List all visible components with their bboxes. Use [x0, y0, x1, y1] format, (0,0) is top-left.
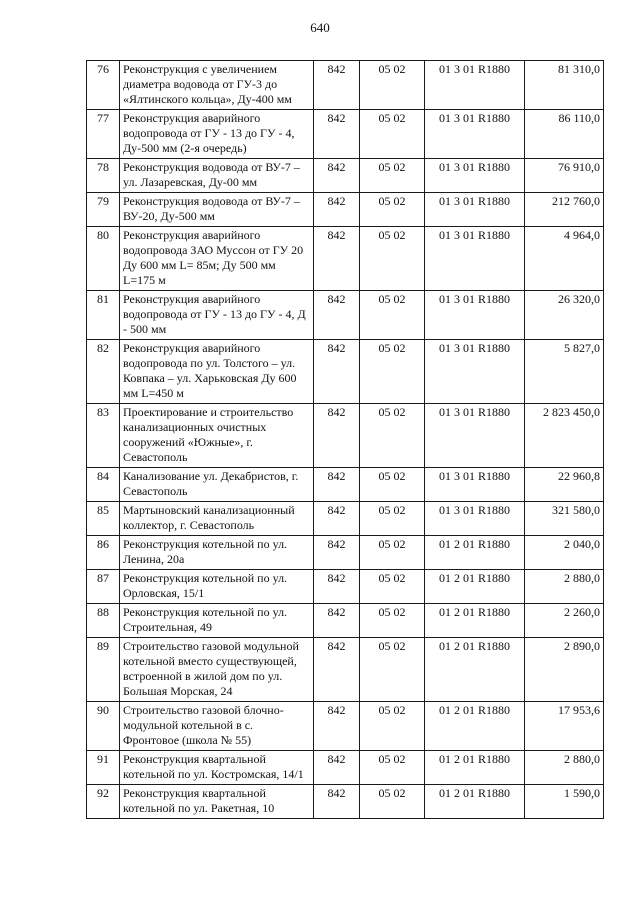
amount: 2 823 450,0 — [525, 404, 604, 468]
row-number: 84 — [87, 468, 120, 502]
object-name: Реконструкция с увеличением диаметра водовода от ГУ-3 до «Ялтинского кольца», Ду-400 мм — [120, 61, 314, 110]
section-code: 05 02 — [360, 291, 425, 340]
amount: 81 310,0 — [525, 61, 604, 110]
amount: 76 910,0 — [525, 159, 604, 193]
row-number: 87 — [87, 570, 120, 604]
target-article: 01 2 01 R1880 — [425, 570, 525, 604]
target-article: 01 2 01 R1880 — [425, 702, 525, 751]
row-number: 86 — [87, 536, 120, 570]
target-article: 01 3 01 R1880 — [425, 110, 525, 159]
amount: 4 964,0 — [525, 227, 604, 291]
target-article: 01 3 01 R1880 — [425, 502, 525, 536]
table-row — [87, 291, 604, 340]
table-row — [87, 502, 604, 536]
department-code: 842 — [314, 638, 360, 702]
target-article: 01 3 01 R1880 — [425, 227, 525, 291]
department-code: 842 — [314, 61, 360, 110]
department-code: 842 — [314, 159, 360, 193]
table-row — [87, 227, 604, 291]
section-code: 05 02 — [360, 702, 425, 751]
table-row — [87, 570, 604, 604]
section-code: 05 02 — [360, 193, 425, 227]
row-number: 78 — [87, 159, 120, 193]
department-code: 842 — [314, 404, 360, 468]
amount: 22 960,8 — [525, 468, 604, 502]
department-code: 842 — [314, 468, 360, 502]
department-code: 842 — [314, 570, 360, 604]
row-number: 89 — [87, 638, 120, 702]
department-code: 842 — [314, 227, 360, 291]
table-row — [87, 61, 604, 110]
section-code: 05 02 — [360, 785, 425, 819]
object-name: Реконструкция водовода от ВУ-7 – ул. Лазаревская, Ду-00 мм — [120, 159, 314, 193]
table-row — [87, 404, 604, 468]
table-row — [87, 110, 604, 159]
table-row — [87, 702, 604, 751]
amount: 17 953,6 — [525, 702, 604, 751]
object-name: Реконструкция квартальной котельной по ул. Костромская, 14/1 — [120, 751, 314, 785]
page-number: 640 — [310, 20, 330, 35]
table-row — [87, 536, 604, 570]
department-code: 842 — [314, 291, 360, 340]
object-name: Реконструкция аварийного водопровода ЗАО Муссон от ГУ 20 Ду 600 мм L= 85м; Ду 500 мм L=175 м — [120, 227, 314, 291]
table-row — [87, 638, 604, 702]
object-name: Реконструкция котельной по ул. Ленина, 20а — [120, 536, 314, 570]
row-number: 88 — [87, 604, 120, 638]
row-number: 82 — [87, 340, 120, 404]
department-code: 842 — [314, 751, 360, 785]
amount: 212 760,0 — [525, 193, 604, 227]
row-number: 79 — [87, 193, 120, 227]
amount: 26 320,0 — [525, 291, 604, 340]
target-article: 01 3 01 R1880 — [425, 193, 525, 227]
row-number: 77 — [87, 110, 120, 159]
target-article: 01 3 01 R1880 — [425, 159, 525, 193]
department-code: 842 — [314, 604, 360, 638]
amount: 5 827,0 — [525, 340, 604, 404]
table-row — [87, 468, 604, 502]
section-code: 05 02 — [360, 502, 425, 536]
object-name: Канализование ул. Декабристов, г. Севастополь — [120, 468, 314, 502]
table-row — [87, 340, 604, 404]
target-article: 01 3 01 R1880 — [425, 468, 525, 502]
amount: 2 890,0 — [525, 638, 604, 702]
object-name: Реконструкция аварийного водопровода от ГУ - 13 до ГУ - 4, Ду-500 мм (2-я очередь) — [120, 110, 314, 159]
amount: 321 580,0 — [525, 502, 604, 536]
object-name: Реконструкция квартальной котельной по ул. Ракетная, 10 — [120, 785, 314, 819]
amount: 2 880,0 — [525, 751, 604, 785]
amount: 2 260,0 — [525, 604, 604, 638]
department-code: 842 — [314, 785, 360, 819]
table-row — [87, 785, 604, 819]
target-article: 01 3 01 R1880 — [425, 340, 525, 404]
table-row — [87, 193, 604, 227]
object-name: Проектирование и строительство канализационных очистных сооружений «Южные», г. Севастополь — [120, 404, 314, 468]
department-code: 842 — [314, 110, 360, 159]
section-code: 05 02 — [360, 536, 425, 570]
target-article: 01 2 01 R1880 — [425, 785, 525, 819]
object-name: Мартыновский канализационный коллектор, г. Севастополь — [120, 502, 314, 536]
row-number: 90 — [87, 702, 120, 751]
object-name: Строительство газовой блочно-модульной котельной в с. Фронтовое (школа № 55) — [120, 702, 314, 751]
department-code: 842 — [314, 702, 360, 751]
object-name: Реконструкция водовода от ВУ-7 – ВУ-20, Ду-500 мм — [120, 193, 314, 227]
target-article: 01 3 01 R1880 — [425, 61, 525, 110]
target-article: 01 2 01 R1880 — [425, 638, 525, 702]
object-name: Строительство газовой модульной котельной вместо существующей, встроенной в жилой дом по ул. Большая Морская, 24 — [120, 638, 314, 702]
amount: 2 880,0 — [525, 570, 604, 604]
budget-table — [86, 60, 604, 819]
row-number: 76 — [87, 61, 120, 110]
department-code: 842 — [314, 502, 360, 536]
department-code: 842 — [314, 536, 360, 570]
section-code: 05 02 — [360, 227, 425, 291]
amount: 86 110,0 — [525, 110, 604, 159]
target-article: 01 2 01 R1880 — [425, 604, 525, 638]
row-number: 91 — [87, 751, 120, 785]
object-name: Реконструкция котельной по ул. Орловская, 15/1 — [120, 570, 314, 604]
section-code: 05 02 — [360, 110, 425, 159]
row-number: 85 — [87, 502, 120, 536]
row-number: 92 — [87, 785, 120, 819]
target-article: 01 3 01 R1880 — [425, 291, 525, 340]
amount: 1 590,0 — [525, 785, 604, 819]
row-number: 81 — [87, 291, 120, 340]
object-name: Реконструкция аварийного водопровода по ул. Толстого – ул. Ковпака – ул. Харьковская Ду 600 мм L=450 м — [120, 340, 314, 404]
department-code: 842 — [314, 193, 360, 227]
section-code: 05 02 — [360, 638, 425, 702]
section-code: 05 02 — [360, 61, 425, 110]
object-name: Реконструкция аварийного водопровода от ГУ - 13 до ГУ - 4, Д - 500 мм — [120, 291, 314, 340]
table-row — [87, 159, 604, 193]
section-code: 05 02 — [360, 751, 425, 785]
target-article: 01 3 01 R1880 — [425, 404, 525, 468]
amount: 2 040,0 — [525, 536, 604, 570]
row-number: 83 — [87, 404, 120, 468]
section-code: 05 02 — [360, 159, 425, 193]
section-code: 05 02 — [360, 340, 425, 404]
section-code: 05 02 — [360, 404, 425, 468]
object-name: Реконструкция котельной по ул. Строительная, 49 — [120, 604, 314, 638]
target-article: 01 2 01 R1880 — [425, 751, 525, 785]
target-article: 01 2 01 R1880 — [425, 536, 525, 570]
section-code: 05 02 — [360, 604, 425, 638]
table-row — [87, 751, 604, 785]
row-number: 80 — [87, 227, 120, 291]
table-row — [87, 604, 604, 638]
section-code: 05 02 — [360, 468, 425, 502]
department-code: 842 — [314, 340, 360, 404]
section-code: 05 02 — [360, 570, 425, 604]
